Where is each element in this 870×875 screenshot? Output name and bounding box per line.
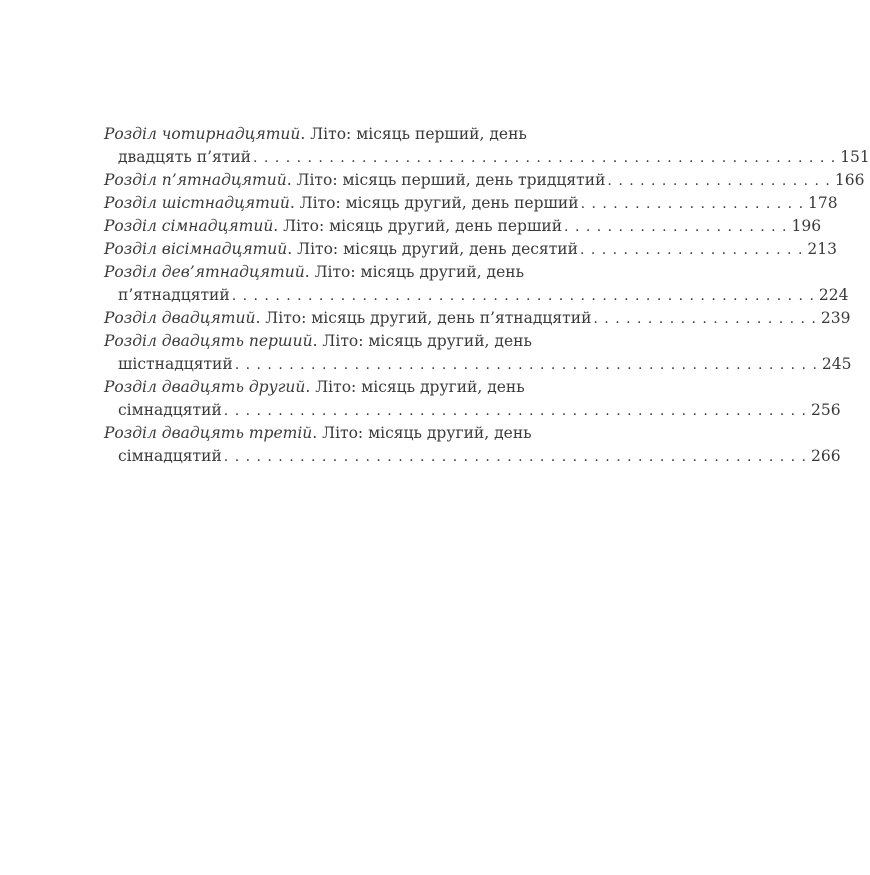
chapter-description: . Літо: місяць другий, день [304,263,525,281]
chapter-description: . Літо: місяць другий, день десятий [287,240,578,258]
page-number: 196 [791,217,822,235]
dot-leader: . . . . . . . . . . . . . . . . . . . . . . . . . . . . . . . . . . . . . . . . . . . . . . . . . . . . . . [223,403,807,419]
page-number: 213 [807,240,837,258]
dot-leader: . . . . . . . . . . . . . . . . . . . . . . . . . . . . . . . . . . . . . . . . . . . . . . . . . . . . . . [223,449,807,465]
toc-entry-line [104,376,544,399]
page-number: 224 [818,286,849,304]
chapter-description: . Літо: місяць другий, день [305,378,525,396]
chapter-title: Розділ чотирнадцятий [104,125,301,143]
chapter-title: Розділ п’ятнадцятий [104,171,287,189]
chapter-title: Розділ дев’ятнадцятий [104,263,305,281]
chapter-title: Розділ двадцять другий [104,378,306,396]
chapter-description-continued: шістнадцятий [118,355,233,373]
chapter-description: . Літо: місяць другий, день п’ятнадцятий [255,309,592,327]
chapter-title: Розділ сімнадцятий [104,217,274,235]
dot-leader: . . . . . . . . . . . . . . . . . . . . . . . . . . . . . . . . . . . . . . . . . . . . . . . . . . . . . . [234,357,818,373]
toc-entry-line [104,238,837,261]
toc-entry-line [104,261,544,284]
chapter-description: . Літо: місяць другий, день [312,332,532,350]
toc-entry-line-continued [104,445,841,468]
toc-entry-line-continued [104,399,841,422]
chapter-description: . Літо: місяць другий, день перший [289,194,579,212]
dot-leader: . . . . . . . . . . . . . . . . . . . . . [580,196,805,212]
dot-leader: . . . . . . . . . . . . . . . . . . . . . . . . . . . . . . . . . . . . . . . . . . . . . . . . . . . . . . [231,288,815,304]
chapter-description-continued: двадцять п’ятий [118,148,252,166]
page-number: 166 [834,171,865,189]
toc-entry-line-continued [104,353,852,376]
chapter-title: Розділ двадцять третій [104,424,313,442]
chapter-title: Розділ двадцять перший [104,332,313,350]
table-of-contents [104,123,870,468]
toc-entry-line [104,330,544,353]
toc-entry-line-continued [104,284,849,307]
dot-leader: . . . . . . . . . . . . . . . . . . . . . . . . . . . . . . . . . . . . . . . . . . . . . . . . . . . . . . [253,150,837,166]
dot-leader: . . . . . . . . . . . . . . . . . . . . . [579,242,804,258]
chapter-description-continued: п’ятнадцятий [118,286,230,304]
chapter-description: . Літо: місяць другий, день перший [273,217,563,235]
chapter-title: Розділ вісімнадцятий [104,240,288,258]
toc-entry-line [104,192,838,215]
page-number: 245 [821,355,852,373]
dot-leader: . . . . . . . . . . . . . . . . . . . . . [593,311,817,327]
toc-entry-line [104,215,822,238]
chapter-title: Розділ двадцятий [104,309,256,327]
page-number: 239 [820,309,851,327]
toc-entry-line [104,422,544,445]
toc-entry-line [104,169,865,192]
toc-entry-line [104,123,544,146]
toc-entry-line-continued [104,146,870,169]
dot-leader: . . . . . . . . . . . . . . . . . . . . . [564,219,788,235]
chapter-description-continued: сімнадцятий [118,447,222,465]
page-number: 178 [808,194,838,212]
page-number: 151 [840,148,870,166]
dot-leader: . . . . . . . . . . . . . . . . . . . . . [607,173,831,189]
chapter-description: . Літо: місяць перший, день [300,125,527,143]
chapter-description: . Літо: місяць другий, день [312,424,532,442]
chapter-description: . Літо: місяць перший, день тридцятий [286,171,606,189]
chapter-description-continued: сімнадцятий [118,401,222,419]
chapter-title: Розділ шістнадцятий [104,194,290,212]
page-number: 256 [810,401,841,419]
page-number: 266 [810,447,841,465]
toc-entry-line [104,307,851,330]
